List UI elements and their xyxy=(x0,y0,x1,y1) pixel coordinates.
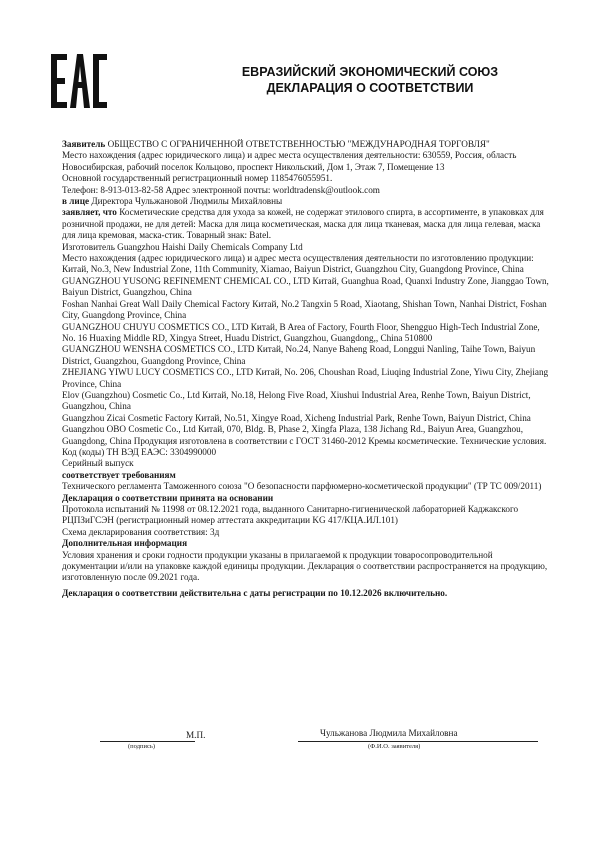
declares-label: заявляет, что xyxy=(62,207,117,218)
union-title: ЕВРАЗИЙСКИЙ ЭКОНОМИЧЕСКИЙ СОЮЗ xyxy=(241,65,499,79)
signatory-name: Чульжанова Людмила Михайловна xyxy=(320,728,458,738)
manufacturer-address: Место нахождения (адрес юридического лица) и адрес места осуществления деятельности по изготовлению продукции: Китай, No.3, New Industrial Zone, 11th Community, Xiamao, Baiyun District, Guangzhou City, Guangdong Province, China xyxy=(62,253,534,275)
batch-type: Серийный выпуск xyxy=(62,458,134,469)
applicant-ogrn: Основной государственный регистрационный номер 1185476055951. xyxy=(62,173,333,184)
applicant-address: Место нахождения (адрес юридического лица) и адрес места осуществления деятельности: 630559, Россия, область Новосибирская, рабочий поселок Кольцово, проспект Никольский, Дом 1, Этаж 7, Помещение 13 xyxy=(62,150,517,172)
document-header xyxy=(150,64,590,96)
document-title: ДЕКЛАРАЦИЯ О СООТВЕТСТВИИ xyxy=(266,81,474,95)
tnved-code: Код (коды) ТН ВЭД ЕАЭС: 3304990000 xyxy=(62,446,217,457)
basis-text: Протокола испытаний № 11998 от 08.12.2021 года, выданного Санитарно-гигиенической лабораторией Каджакского РЦПЗиГСЭН (регистрационный номер аттестата аккредитации KG 417/КЦА.ИЛ.101) xyxy=(62,504,519,526)
additional-text: Условия хранения и сроки годности продукции указаны в прилагаемой к продукции товаросопроводительной документации и/или на упаковке каждой единицы продукции. Декларация о соответствии распространяется на продукцию, изготовленную после 09.2021 года. xyxy=(62,549,548,583)
requirements-text: Технического регламента Таможенного союза "О безопасности парфюмерно-косметической продукции" (ТР ТС 009/2011) xyxy=(62,481,542,492)
document-body xyxy=(62,139,550,599)
factory-item: Guangzhou OBO Cosmetic Co., Ltd Китай, 070, Bldg. B, Phase 2, Xingfa Plaza, 138 Jichang Rd., Baiyun Area, Guangzhou, Guangdong, China Продукция изготовлена в соответствии с ГОСТ 31460-2012 Кремы косметические. Технические условия. xyxy=(62,424,547,446)
applicant-line xyxy=(62,139,550,150)
factory-item: GUANGZHOU CHUYU COSMETICS CO., LTD Китай, B Area of Factory, Fourth Floor, Shengguo High-Tech Industrial Zone, No. 16 Huaxing Middle RD, Xingya Street, Huadu District, Guangzhou, Guangdong,, China 510800 xyxy=(62,321,540,343)
additional-label: Дополнительная информация xyxy=(62,538,188,549)
basis-label: Декларация о соответствии принята на основании xyxy=(62,492,274,503)
manufacturer: Изготовитель Guangzhou Haishi Daily Chemicals Company Ltd xyxy=(62,241,303,252)
applicant-person-line xyxy=(62,196,550,207)
name-caption: (Ф.И.О. заявителя) xyxy=(368,743,421,750)
factory-item: GUANGZHOU WENSHA COSMETICS CO., LTD Китай, No.24, Nanye Baheng Road, Longgui Nanling, Taihe Town, Baiyun District, Guangzhou, Guangdong Province, China xyxy=(62,344,536,366)
factory-item: Foshan Nanhai Great Wall Daily Chemical Factory Китай, No.2 Tangxin 5 Road, Xiaotang, Shishan Town, Nanhai District, Foshan City, Guangdong Province, China xyxy=(62,298,547,321)
signature-caption: (подпись) xyxy=(128,743,155,750)
signature-block xyxy=(0,728,600,780)
eac-logo xyxy=(50,52,108,110)
person-name: Директора Чульжановой Людмилы Михайловны xyxy=(91,196,283,207)
person-label: в лице xyxy=(62,196,90,207)
stamp-place: М.П. xyxy=(186,730,206,740)
factory-item: Guangzhou Zicai Cosmetic Factory Китай, No.51, Xingye Road, Xicheng Industrial Park, Renhe Town, Baiyun District, China xyxy=(62,412,531,423)
scheme-text: Схема декларирования соответствия: 3д xyxy=(62,526,220,537)
factory-item: Elov (Guangzhou) Cosmetic Co., Ltd Китай, No.18, Helong Five Road, Xiushui Industrial Area, Renhe Town, Baiyun District, Guangzhou, China xyxy=(62,389,531,412)
validity-statement: Декларация о соответствии действительна с даты регистрации по 10.12.2026 включительно. xyxy=(62,587,448,598)
applicant-label: Заявитель xyxy=(62,139,106,149)
applicant-contacts: Телефон: 8-913-013-82-58 Адрес электронной почты: worldtradensk@outlook.com xyxy=(62,184,380,195)
product-description: Косметические средства для ухода за кожей, не содержат этилового спирта, в ассортименте, в упаковках для розничной продажи, не для детей: Маска для лица косметическая, маска для лица тканевая, маска для лица гелевая, маска для лица кремовая, маска-стик. Товарный знак: Batel. xyxy=(62,207,544,241)
factory-item: ZHEJIANG YIWU LUCY COSMETICS CO., LTD Китай, No. 206, Choushan Road, Liuqing Industrial Zone, Yiwu City, Zhejiang Province, China xyxy=(62,367,549,389)
name-line xyxy=(298,741,538,742)
requirements-label: соответствует требованиям xyxy=(62,469,176,480)
signature-line xyxy=(100,741,195,742)
eac-mark-icon xyxy=(50,52,108,110)
applicant-name: ОБЩЕСТВО С ОГРАНИЧЕННОЙ ОТВЕТСТВЕННОСТЬЮ "МЕЖДУНАРОДНАЯ ТОРГОВЛЯ" xyxy=(107,139,490,149)
factory-item: GUANGZHOU YUSONG REFINEMENT CHEMICAL CO., LTD Китай, Guanghua Road, Quanxi Industry Zone, Jianggao Town, Baiyun District, Guangzhou, China xyxy=(62,275,549,298)
declares-line xyxy=(62,207,550,241)
